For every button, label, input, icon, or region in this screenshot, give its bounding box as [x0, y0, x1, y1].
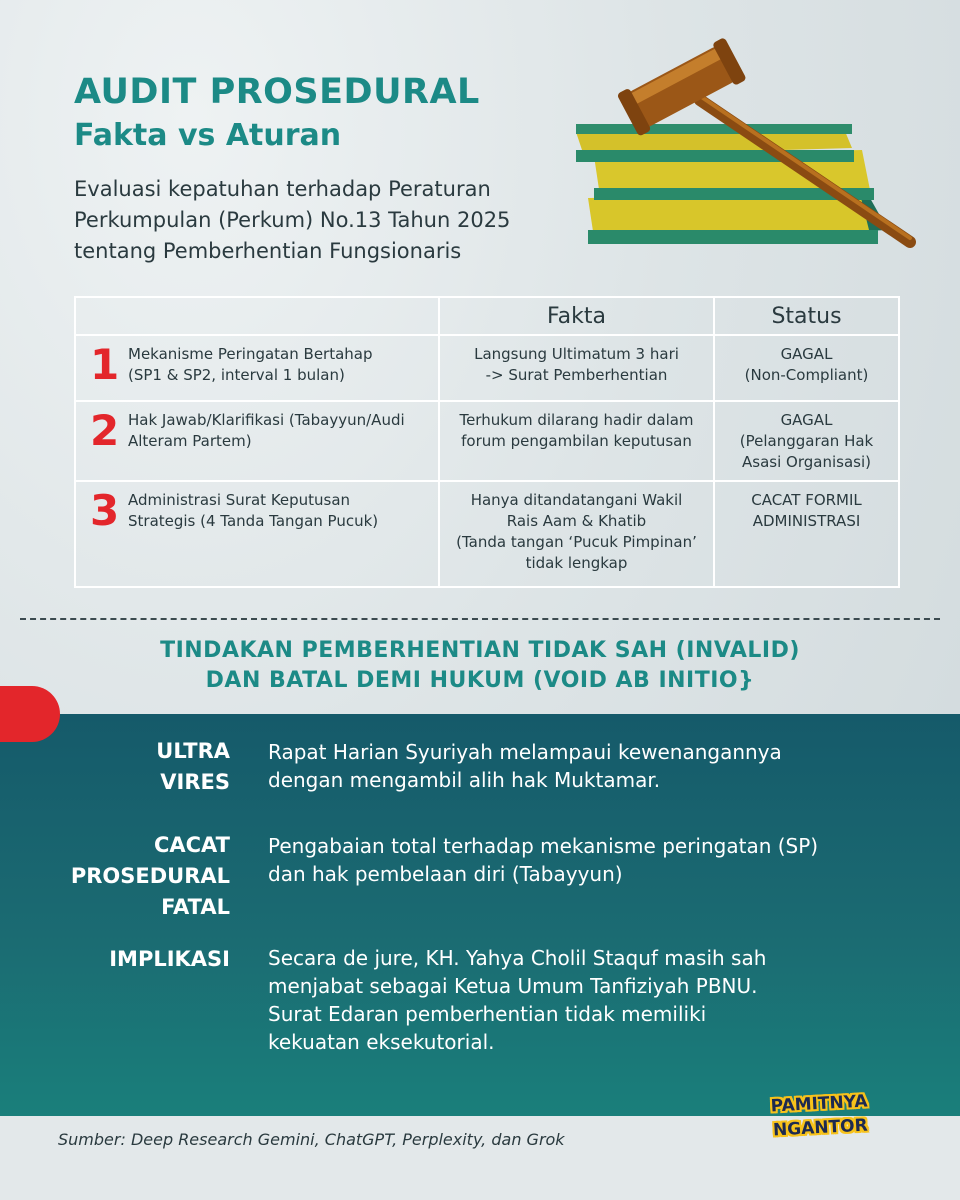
header-fakta: Fakta — [547, 304, 606, 329]
row-number: 2 — [90, 406, 120, 455]
dashed-divider — [20, 618, 940, 620]
finding-label-cacat-prosedural: CACAT PROSEDURAL FATAL — [70, 833, 230, 919]
criterion-text: Hak Jawab/Klarifikasi (Tabayyun/Audi Alteram Partem) — [128, 411, 405, 450]
header-status: Status — [771, 304, 842, 329]
table-header-row — [76, 298, 898, 336]
page-subtitle: Fakta vs Aturan — [74, 118, 342, 153]
row-number: 3 — [90, 486, 120, 535]
source-credit: Sumber: Deep Research Gemini, ChatGPT, Perplexity, dan Grok — [58, 1130, 565, 1149]
fact-cell: Langsung Ultimatum 3 hari -> Surat Pemberhentian — [440, 336, 715, 400]
red-accent-tab — [0, 686, 60, 742]
description-line: Evaluasi kepatuhan terhadap Peraturan — [74, 177, 491, 201]
finding-text-implikasi: Secara de jure, KH. Yahya Cholil Staquf masih sah menjabat sebagai Ketua Umum Tanfiziyah PBNU. Surat Edaran pemberhentian tidak memiliki kekuatan eksekutorial. — [268, 946, 767, 1054]
finding-text-ultra-vires: Rapat Harian Syuriyah melampaui kewenangannya dengan mengambil alih hak Muktamar. — [268, 740, 782, 792]
page-title: AUDIT PROSEDURAL — [74, 72, 480, 112]
description — [74, 174, 574, 267]
criterion-text: Mekanisme Peringatan Bertahap (SP1 & SP2, interval 1 bulan) — [128, 345, 373, 384]
fact-cell: Hanya ditandatangani Wakil Rais Aam & Khatib (Tanda tangan ‘Pucuk Pimpinan’ tidak lengkap — [440, 482, 715, 586]
row-number: 1 — [90, 340, 120, 389]
header-cell-status — [715, 298, 898, 334]
finding-label-ultra-vires: ULTRA VIRES — [156, 739, 230, 794]
status-cell: GAGAL (Non-Compliant) — [744, 345, 869, 384]
description-line: tentang Pemberhentian Fungsionaris — [74, 239, 462, 263]
table-row — [76, 482, 898, 586]
gavel-on-books-icon — [570, 30, 930, 270]
conclusion-heading: TINDAKAN PEMBERHENTIAN TIDAK SAH (INVALID) DAN BATAL DEMI HUKUM (VOID AB INITIO} — [160, 638, 800, 693]
description-line: Perkumpulan (Perkum) No.13 Tahun 2025 — [74, 208, 511, 232]
header-cell-criterion — [76, 298, 440, 334]
header-cell-fakta — [440, 298, 715, 334]
table-row — [76, 402, 898, 482]
audit-table — [74, 296, 900, 588]
pamitnya-ngantor-logo: PAMITNYA NGANTOR — [770, 1091, 869, 1141]
status-cell: CACAT FORMIL ADMINISTRASI — [751, 491, 862, 530]
finding-text-cacat-prosedural: Pengabaian total terhadap mekanisme peringatan (SP) dan hak pembelaan diri (Tabayyun) — [268, 834, 819, 886]
finding-label-implikasi: IMPLIKASI — [109, 947, 230, 971]
status-cell: GAGAL (Pelanggaran Hak Asasi Organisasi) — [739, 411, 874, 471]
table-row — [76, 336, 898, 402]
fact-cell: Terhukum dilarang hadir dalam forum pengambilan keputusan — [440, 402, 715, 480]
criterion-text: Administrasi Surat Keputusan Strategis (4 Tanda Tangan Pucuk) — [128, 491, 379, 530]
